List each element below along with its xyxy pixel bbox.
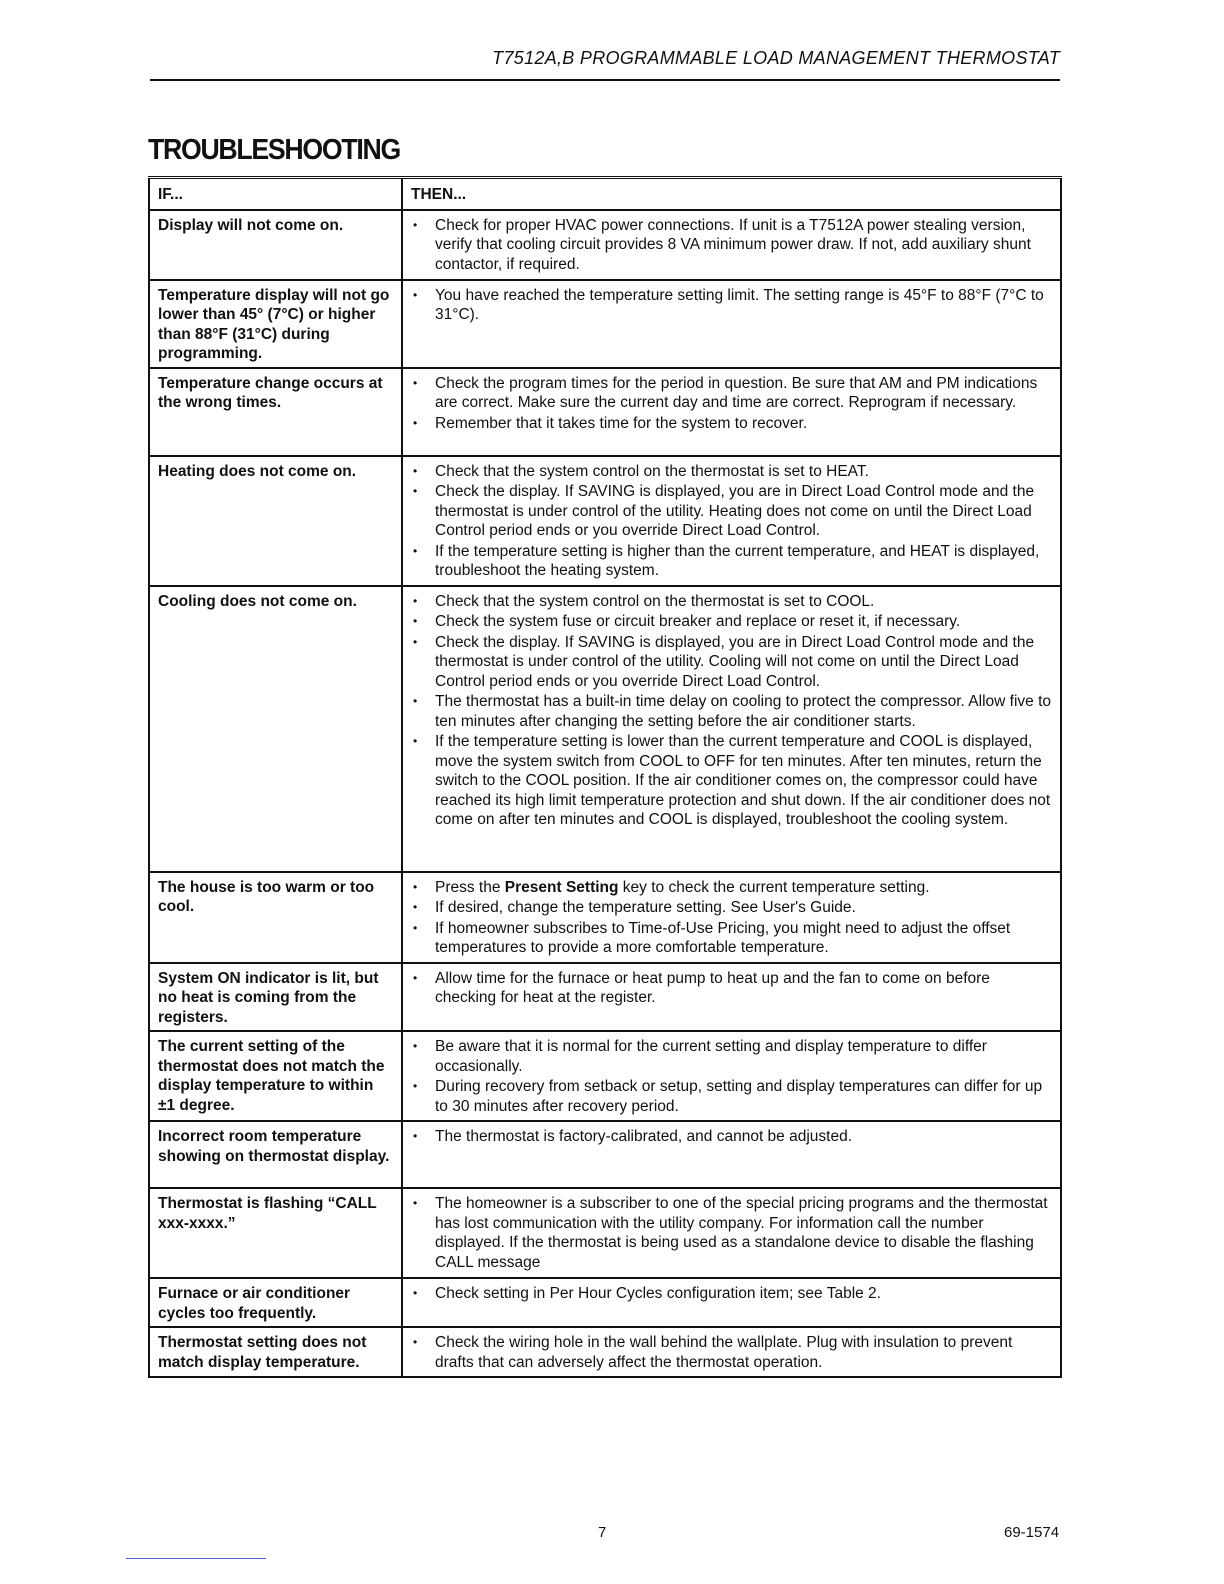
if-cell: Thermostat is flashing “CALL xxx-xxxx.” xyxy=(149,1188,402,1278)
present-setting-key-label: Present Setting xyxy=(504,878,619,896)
if-cell: Temperature change occurs at the wrong times. xyxy=(149,368,402,456)
then-cell xyxy=(402,210,1061,280)
section-title: TROUBLESHOOTING xyxy=(148,134,400,166)
table-row xyxy=(149,210,1061,280)
then-bullet: • Check that the system control on the thermostat is set to HEAT. xyxy=(411,462,1052,482)
then-cell xyxy=(402,1327,1061,1377)
then-cell xyxy=(402,368,1061,456)
table-row xyxy=(149,1121,1061,1188)
document-number: 69-1574 xyxy=(1004,1524,1060,1541)
column-header-then: THEN... xyxy=(402,178,1061,210)
then-bullet: • If the temperature setting is higher than the current temperature, and HEAT is displayed, troubleshoot the heating system. xyxy=(411,542,1052,581)
then-bullet: • If desired, change the temperature setting. See User's Guide. xyxy=(411,898,1052,918)
then-cell xyxy=(402,1188,1061,1278)
footer-link-rule xyxy=(126,1558,266,1559)
then-bullet: • The thermostat is factory-calibrated, and cannot be adjusted. xyxy=(411,1127,1052,1147)
page-number: 7 xyxy=(598,1524,607,1541)
table-row xyxy=(149,368,1061,456)
then-bullet: • During recovery from setback or setup, setting and display temperatures can differ for up to 30 minutes after recovery period. xyxy=(411,1077,1052,1116)
then-bullet: • Check the display. If SAVING is displayed, you are in Direct Load Control mode and the thermostat is under control of the utility. Cooling will not come on until the Direct Load Control period ends or you override Direct Load Control. xyxy=(411,633,1052,692)
then-cell xyxy=(402,280,1061,368)
table-row xyxy=(149,586,1061,872)
if-cell: Furnace or air conditioner cycles too frequently. xyxy=(149,1278,402,1327)
if-cell: Cooling does not come on. xyxy=(149,586,402,872)
then-cell xyxy=(402,456,1061,586)
column-header-if: IF... xyxy=(149,178,402,210)
table-row xyxy=(149,1188,1061,1278)
then-cell xyxy=(402,586,1061,872)
then-bullet: • Check the display. If SAVING is displayed, you are in Direct Load Control mode and the thermostat is under control of the utility. Heating does not come on until the Direct Load Control period ends or you override Direct Load Control. xyxy=(411,482,1052,541)
then-bullet: • The thermostat has a built-in time delay on cooling to protect the compressor. Allow five to ten minutes after changing the setting before the air conditioner starts. xyxy=(411,692,1052,731)
table-row xyxy=(149,872,1061,963)
if-cell: Display will not come on. xyxy=(149,210,402,280)
if-cell: System ON indicator is lit, but no heat is coming from the registers. xyxy=(149,963,402,1032)
header-rule xyxy=(150,79,1060,81)
then-bullet: • Remember that it takes time for the system to recover. xyxy=(411,414,1052,434)
if-cell: Incorrect room temperature showing on thermostat display. xyxy=(149,1121,402,1188)
then-bullet xyxy=(411,878,1052,898)
then-bullet-text: key to check the current temperature setting. xyxy=(618,878,930,896)
then-bullet: • Check setting in Per Hour Cycles configuration item; see Table 2. xyxy=(411,1284,1052,1304)
then-bullet: • Check that the system control on the thermostat is set to COOL. xyxy=(411,592,1052,612)
then-cell xyxy=(402,872,1061,963)
then-bullet: • Check the system fuse or circuit breaker and replace or reset it, if necessary. xyxy=(411,612,1052,632)
then-bullet: • If homeowner subscribes to Time-of-Use Pricing, you might need to adjust the offset temperatures to provide a more comfortable temperature. xyxy=(411,919,1052,958)
then-bullet-text: Press the xyxy=(435,878,505,896)
if-cell: The current setting of the thermostat does not match the display temperature to within ±1 degree. xyxy=(149,1031,402,1121)
if-cell: Temperature display will not go lower than 45° (7°C) or higher than 88°F (31°C) during programming. xyxy=(149,280,402,368)
then-bullet: • The homeowner is a subscriber to one of the special pricing programs and the thermostat has lost communication with the utility company. For information call the number displayed. If the thermostat is being used as a standalone device to disable the flashing CALL message xyxy=(411,1194,1052,1272)
table-row xyxy=(149,1327,1061,1377)
then-cell xyxy=(402,1278,1061,1327)
then-bullet: • Be aware that it is normal for the current setting and display temperature to differ occasionally. xyxy=(411,1037,1052,1076)
then-bullet: • If the temperature setting is lower than the current temperature and COOL is displayed, move the system switch from COOL to OFF for ten minutes. After ten minutes, return the switch to the COOL position. If the air conditioner comes on, the compressor could have reached its high limit temperature protection and shut down. If the air conditioner does not come on after ten minutes and COOL is displayed, troubleshoot the cooling system. xyxy=(411,732,1052,830)
table-row xyxy=(149,1031,1061,1121)
then-cell xyxy=(402,1031,1061,1121)
then-cell xyxy=(402,963,1061,1032)
table-header-row xyxy=(149,178,1061,210)
table-row xyxy=(149,1278,1061,1327)
table-row xyxy=(149,280,1061,368)
running-header-title: T7512A,B PROGRAMMABLE LOAD MANAGEMENT THERMOSTAT xyxy=(492,48,1060,68)
troubleshooting-table xyxy=(148,176,1062,1378)
table-row xyxy=(149,963,1061,1032)
then-bullet: • Allow time for the furnace or heat pump to heat up and the fan to come on before checking for heat at the register. xyxy=(411,969,1052,1008)
then-bullet: • Check the program times for the period in question. Be sure that AM and PM indications are correct. Make sure the current day and time are correct. Reprogram if necessary. xyxy=(411,374,1052,413)
then-bullet: • Check the wiring hole in the wall behind the wallplate. Plug with insulation to prevent drafts that can adversely affect the thermostat operation. xyxy=(411,1333,1052,1372)
then-bullet: • Check for proper HVAC power connections. If unit is a T7512A power stealing version, verify that cooling circuit provides 8 VA minimum power draw. If not, add auxiliary shunt contactor, if required. xyxy=(411,216,1052,275)
then-cell xyxy=(402,1121,1061,1188)
then-bullet: • You have reached the temperature setting limit. The setting range is 45°F to 88°F (7°C to 31°C). xyxy=(411,286,1052,325)
table-row xyxy=(149,456,1061,586)
if-cell: Thermostat setting does not match display temperature. xyxy=(149,1327,402,1377)
if-cell: Heating does not come on. xyxy=(149,456,402,586)
if-cell: The house is too warm or too cool. xyxy=(149,872,402,963)
